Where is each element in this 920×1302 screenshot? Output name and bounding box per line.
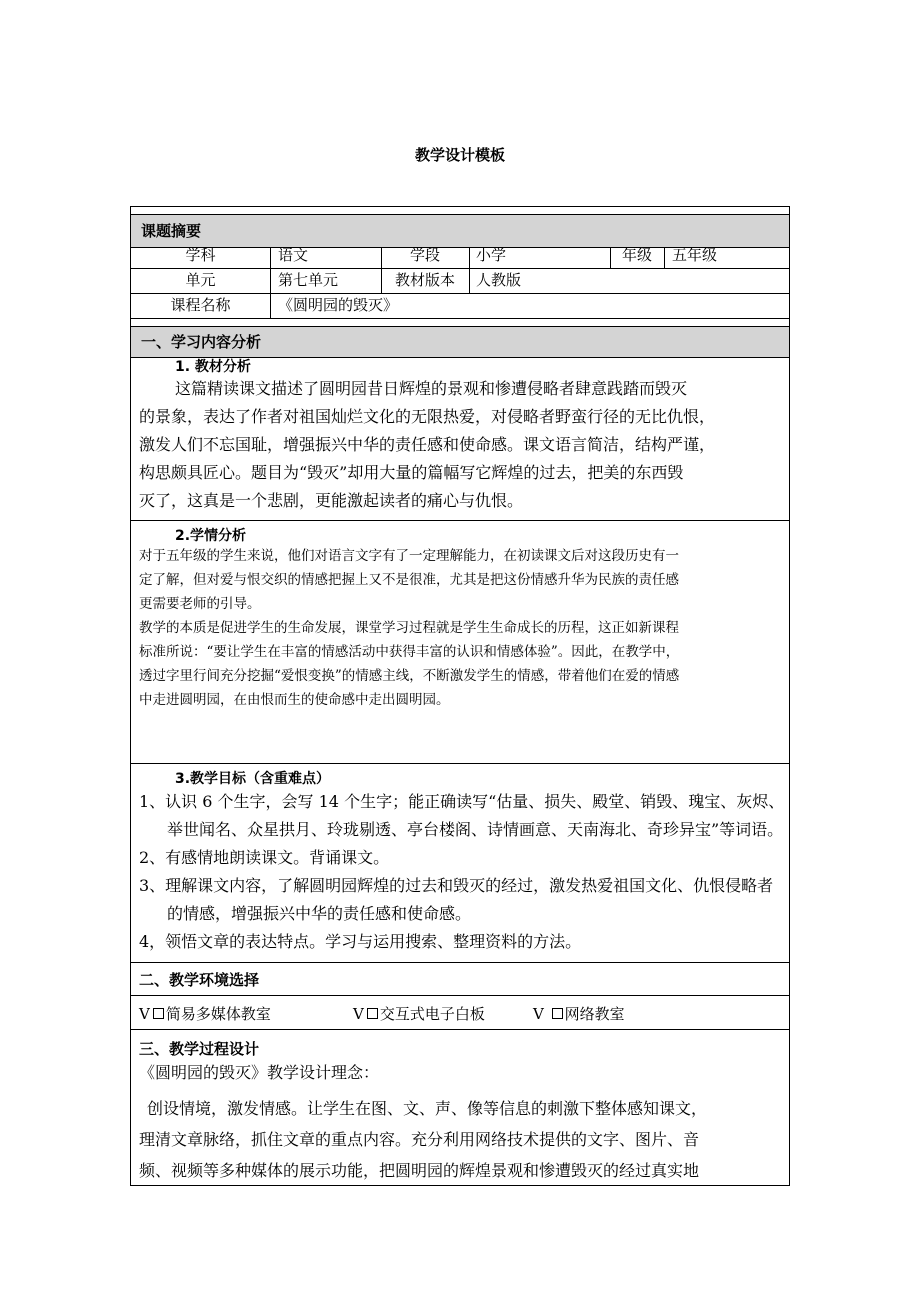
divider — [131, 962, 789, 963]
summary-heading: 课题摘要 — [131, 214, 789, 247]
objective-item: 1、认识 6 个生字，会写 14 个生字；能正确读写“估量、损失、殿堂、销毁、瑰宝、灰烬、举世闻名、众星拱月、玲珑剔透、亭台楼阁、诗情画意、天南海北、奇珍异宝”等词语。 — [139, 792, 785, 839]
divider — [131, 995, 789, 996]
text-line: 这篇精读课文描述了圆明园昔日辉煌的景观和惨遭侵略者肆意践踏而毁灭 — [175, 379, 688, 398]
label-edition: 教材版本 — [394, 271, 455, 289]
label-course: 课程名称 — [170, 296, 231, 314]
value-course: 《圆明园的毁灭》 — [278, 296, 399, 314]
value-stage: 小学 — [476, 246, 507, 264]
divider — [131, 763, 789, 764]
label-grade: 年级 — [621, 246, 652, 264]
text-line: 的景象，表达了作者对祖国灿烂文化的无限热爱，对侵略者野蛮行径的无比仇恨， — [139, 407, 716, 426]
divider — [131, 318, 789, 319]
checkbox-icon[interactable] — [552, 1008, 563, 1019]
divider — [131, 1029, 789, 1030]
label-stage: 学段 — [409, 246, 440, 264]
text-line: 标准所说：“要让学生在丰富的情感活动中获得丰富的认识和情感体验”。因此，在教学中， — [139, 644, 680, 660]
label-unit: 单元 — [185, 271, 216, 289]
check-mark: V — [353, 1004, 364, 1023]
text-line: 创设情境，激发情感。让学生在图、文、声、像等信息的刺激下整体感知课文， — [147, 1099, 708, 1118]
value-subject: 语文 — [278, 246, 309, 264]
document-title: 教学设计模板 — [414, 146, 505, 164]
objective-item: 3、理解课文内容，了解圆明园辉煌的过去和毁灭的经过，激发热爱祖国文化、仇恨侵略者的情感，增强振兴中华的责任感和使命感。 — [139, 876, 774, 923]
value-unit: 第七单元 — [278, 271, 339, 289]
checkbox-icon[interactable] — [367, 1008, 378, 1019]
divider — [131, 214, 789, 215]
option-label: 简易多媒体教室 — [165, 1005, 271, 1023]
sub1-title: 1. 教材分析 — [175, 359, 251, 375]
objective-item: 2、有感情地朗读课文。背诵课文。 — [139, 848, 390, 867]
text-line: 透过字里行间充分挖掘“爱恨变换”的情感主线，不断激发学生的情感，带着他们在爱的情感 — [139, 668, 680, 684]
text-line: 理清文章脉络，抓住文章的重点内容。充分利用网络技术提供的文字、图片、音 — [139, 1130, 700, 1149]
check-mark: V — [139, 1004, 150, 1023]
env-option-multimedia[interactable] — [139, 1003, 271, 1024]
text-line: 更需要老师的引导。 — [139, 596, 261, 612]
sub2-paragraph — [139, 544, 789, 712]
objective-item: 4，领悟文章的表达特点。学习与运用搜索、整理资料的方法。 — [139, 932, 582, 951]
divider — [270, 247, 271, 318]
section3-paragraph — [139, 1093, 789, 1186]
text-line: 激发人们不忘国耻，增强振兴中华的责任感和使命感。课文语言简洁，结构严谨， — [139, 435, 716, 454]
divider — [131, 326, 789, 327]
objectives-list — [139, 788, 789, 956]
text-line: 中走进圆明园，在由恨而生的使命感中走出圆明园。 — [139, 692, 450, 708]
divider — [610, 247, 611, 268]
value-edition: 人教版 — [476, 271, 522, 289]
section3-heading: 三、教学过程设计 — [139, 1040, 260, 1058]
section1-heading: 一、学习内容分析 — [131, 326, 789, 357]
text-line: 对于五年级的学生来说，他们对语言文字有了一定理解能力，在初读课文后对这段历史有一 — [139, 548, 679, 564]
option-label: 交互式电子白板 — [379, 1005, 485, 1023]
env-option-whiteboard[interactable] — [353, 1003, 485, 1024]
value-grade: 五年级 — [672, 246, 718, 264]
text-line: 灭了，这真是一个悲剧，更能激起读者的痛心与仇恨。 — [139, 491, 524, 510]
checkbox-icon[interactable] — [153, 1008, 164, 1019]
env-option-network[interactable] — [533, 1003, 625, 1024]
section2-heading: 二、教学环境选择 — [139, 971, 260, 989]
sub3-title: 3.教学目标（含重难点） — [175, 771, 331, 787]
section3-intro: 《圆明园的毁灭》教学设计理念： — [139, 1063, 380, 1082]
divider — [469, 247, 470, 293]
text-line: 频、视频等多种媒体的展示功能，把圆明园的辉煌景观和惨遭毁灭的经过真实地 — [139, 1161, 700, 1180]
text-line: 教学的本质是促进学生的生命发展，课堂学习过程就是学生生命成长的历程，这正如新课程 — [139, 620, 679, 636]
label-subject: 学科 — [185, 246, 216, 264]
text-line: 定了解，但对爱与恨交织的情感把握上又不是很准，尤其是把这份情感升华为民族的责任感 — [139, 572, 679, 588]
text-line: 构思颇具匠心。题目为“毁灭”却用大量的篇幅写它辉煌的过去，把美的东西毁 — [139, 463, 684, 482]
divider — [131, 520, 789, 521]
divider — [381, 247, 382, 293]
option-label: 网络教室 — [564, 1005, 625, 1023]
check-mark: V — [533, 1004, 549, 1023]
divider — [664, 247, 665, 268]
sub2-title: 2.学情分析 — [175, 528, 247, 544]
sub1-paragraph — [139, 375, 789, 515]
lesson-table — [130, 206, 790, 1186]
